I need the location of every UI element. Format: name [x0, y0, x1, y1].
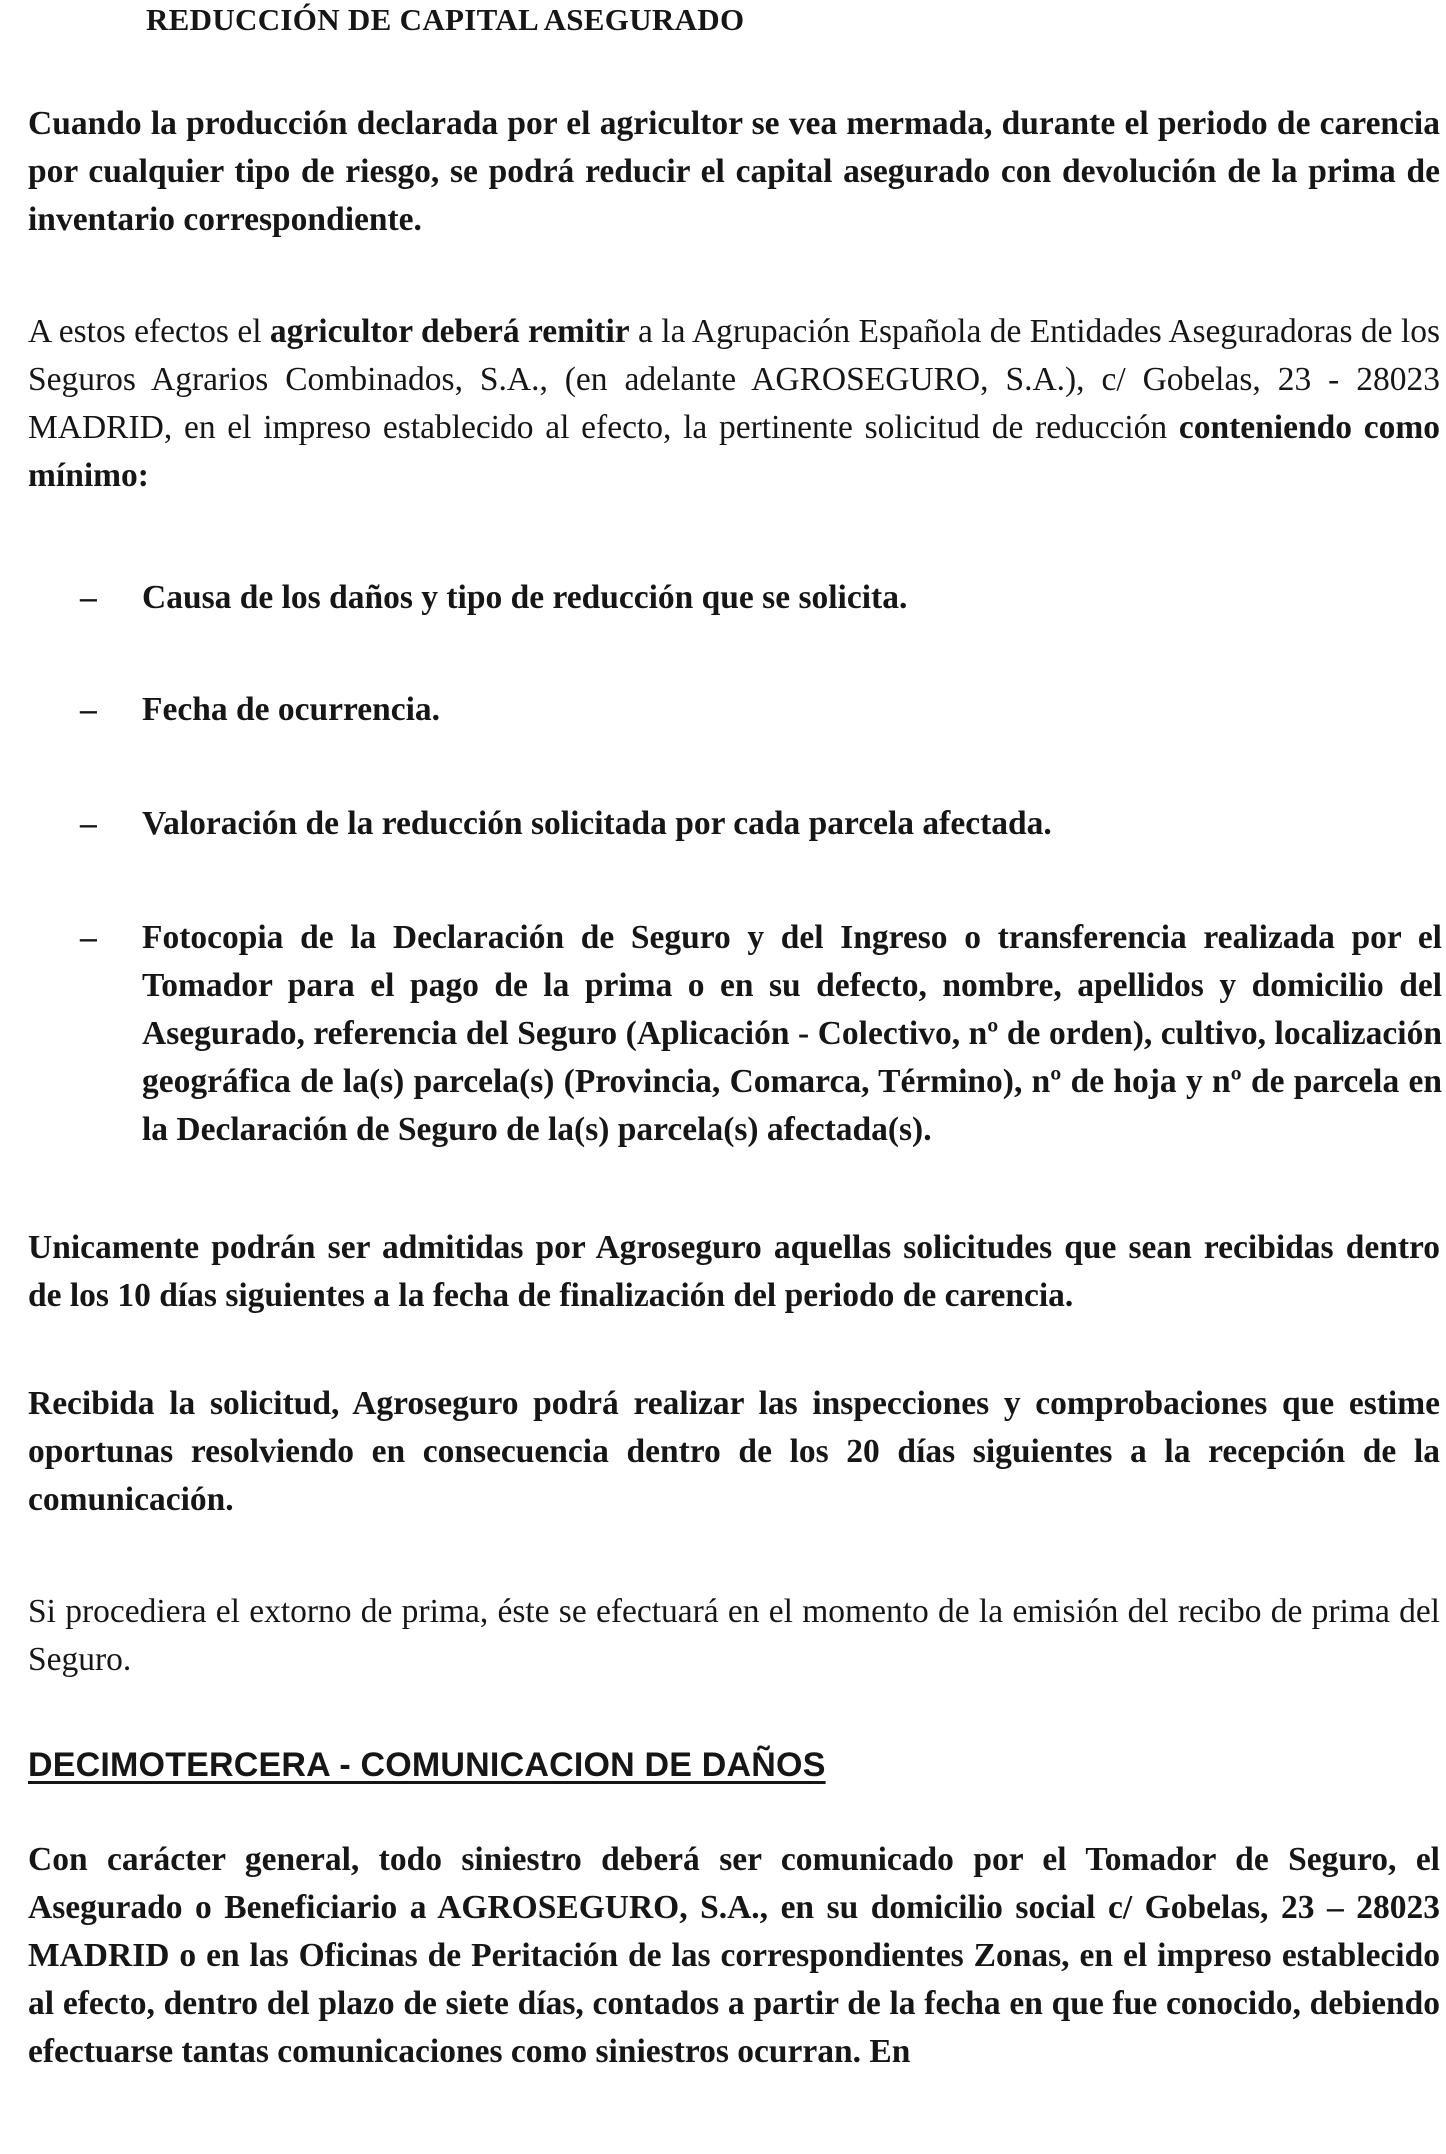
list-item-text: Fecha de ocurrencia. — [142, 691, 441, 728]
bullet-dash: – — [80, 805, 97, 842]
paragraph-remitir — [28, 308, 1440, 500]
list-item-text: Causa de los daños y tipo de reducción que se solicita. — [142, 579, 908, 616]
paragraph-comunicacion: Con carácter general, todo siniestro deberá ser comunicado por el Tomador de Seguro, el Asegurado o Beneficiario a AGROSEGURO, S.A., en su domicilio social c/ Gobelas, 23 – 28023 MADRID o en las Oficinas de Peritación de las correspondientes Zonas, en el impreso establecido al efecto, dentro del plazo de siete días, contados a partir de la fecha en que fue conocido, debiendo efectuarse tantas comunicaciones como siniestros ocurran. En — [28, 1841, 1440, 2070]
bullet-dash: – — [80, 691, 97, 728]
bullet-dash: – — [80, 579, 97, 616]
list-item — [80, 800, 1442, 848]
section-heading-reduccion: REDUCCIÓN DE CAPITAL ASEGURADO — [146, 2, 745, 37]
paragraph-remitir-part1: A estos efectos el — [28, 313, 270, 350]
paragraph-remitir-part2: a la Agrupación Española de Entidades Aseguradoras de los Seguros Agrarios Combinados, S.A., (en adelante AGROSEGURO, S.A.), c/ Gobelas, 23 - 28023 MADRID, en el impreso establecido al efecto, la pertinente solicitud de reducción — [28, 313, 1440, 446]
list-item-text: Valoración de la reducción solicitada por cada parcela afectada. — [142, 805, 1052, 842]
paragraph-reduccion-intro: Cuando la producción declarada por el agricultor se vea mermada, durante el periodo de carencia por cualquier tipo de riesgo, se podrá reducir el capital asegurado con devolución de la prima de inventario correspondiente. — [28, 105, 1440, 238]
paragraph-remitir-bold2: conteniendo como mínimo: — [28, 409, 1441, 494]
paragraph-inspecciones: Recibida la solicitud, Agroseguro podrá realizar las inspecciones y comprobaciones que estime oportunas resolviendo en consecuencia dentro de los 20 días siguientes a la recepción de la comunicación. — [28, 1385, 1440, 1518]
list-item — [80, 686, 1442, 734]
section-title-comunicacion-danos: DECIMOTERCERA - COMUNICACION DE DAÑOS — [28, 1746, 826, 1784]
list-item — [80, 914, 1442, 1154]
list-item-text: Fotocopia de la Declaración de Seguro y del Ingreso o transferencia realizada por el Tomador para el pago de la prima o en su defecto, nombre, apellidos y domicilio del Asegurado, referencia del Seguro (Aplicación - Colectivo, nº de orden), cultivo, localización geográfica de la(s) parcela(s) (Provincia, Comarca, Término), nº de hoja y nº de parcela en la Declaración de Seguro de la(s) parcela(s) afectada(s). — [142, 919, 1442, 1148]
paragraph-plazo-solicitudes: Unicamente podrán ser admitidas por Agroseguro aquellas solicitudes que sean recibidas dentro de los 10 días siguientes a la fecha de finalización del periodo de carencia. — [28, 1229, 1440, 1314]
list-item — [80, 574, 1442, 622]
paragraph-extorno: Si procediera el extorno de prima, éste se efectuará en el momento de la emisión del recibo de prima del Seguro. — [28, 1593, 1440, 1678]
bullet-dash: – — [80, 919, 97, 956]
paragraph-remitir-bold1: agricultor deberá remitir — [269, 313, 630, 350]
